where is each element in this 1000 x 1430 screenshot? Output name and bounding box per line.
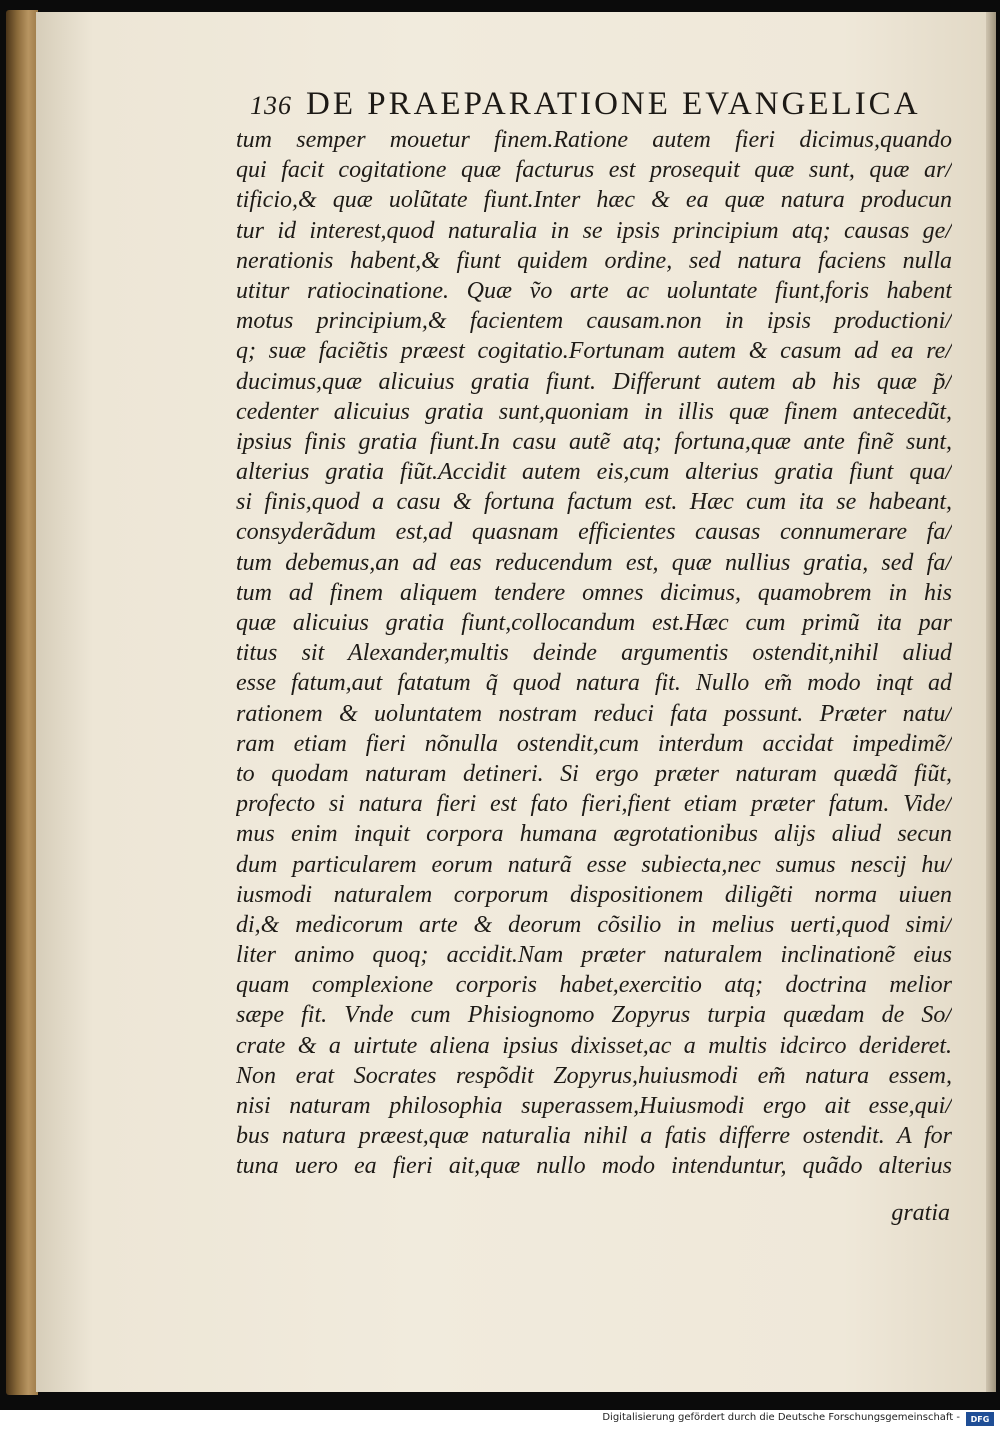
funding-credit: Digitalisierung gefördert durch die Deutsche Forschungsgemeinschaft -	[602, 1412, 960, 1423]
text-line: quæ alicuius gratia fiunt,collocandum est.Hæc cum primũ ita par	[236, 610, 952, 636]
text-line: profecto si natura fieri est fato fieri,fient etiam præter fatum. Vide/	[236, 791, 952, 818]
page-header	[250, 86, 960, 122]
text-line: mus enim inquit corpora humana ægrotationibus alijs aliud secun	[236, 821, 952, 848]
text-line: di,& medicorum arte & deorum cõsilio in melius uerti,quod simi/	[236, 911, 952, 938]
dfg-logo-icon: DFG	[966, 1412, 994, 1426]
text-line: utitur ratiocinatione. Quæ ṽo arte ac uoluntate fiunt,foris habent	[236, 277, 952, 304]
text-line: sæpe fit. Vnde cum Phisiognomo Zopyrus turpia quædam de So/	[236, 1002, 952, 1029]
text-line: ipsius finis gratia fiunt.In casu autẽ atq; fortuna,quæ ante finẽ sunt,	[236, 428, 952, 455]
text-line: tuna uero ea fieri ait,quæ nullo modo intenduntur, quãdo alterius	[236, 1153, 952, 1180]
text-line: nisi naturam philosophia superassem,Huiusmodi ergo ait esse,qui/	[236, 1093, 952, 1119]
footer-bar	[0, 1410, 1000, 1430]
text-line: tum debemus,an ad eas reducendum est, quæ nullius gratia, sed fa/	[236, 549, 952, 576]
text-line: alterius gratia fiũt.Accidit autem eis,cum alterius gratia fiunt qua/	[236, 459, 952, 486]
text-line: Non erat Socrates respõdit Zopyrus,huiusmodi em̃ natura essem,	[236, 1062, 952, 1089]
text-line: tum semper mouetur finem.Ratione autem fieri dicimus,quando	[236, 127, 952, 153]
text-line: nerationis habent,& fiunt quidem ordine, sed natura faciens nulla	[236, 247, 952, 274]
text-line: tum ad finem aliquem tendere omnes dicimus, quamobrem in his	[236, 579, 952, 606]
text-line: quam complexione corporis habet,exercitio atq; doctrina melior	[236, 972, 952, 999]
text-line: dum particularem eorum naturã esse subiecta,nec sumus nescij hu/	[236, 851, 952, 878]
text-line: q; suæ faciẽtis præest cogitatio.Fortunam autem & casum ad ea re/	[236, 338, 952, 365]
text-line: to quodam naturam detineri. Si ergo præter naturam quædã fiũt,	[236, 760, 952, 787]
text-line: crate & a uirtute aliena ipsius dixisset,ac a multis idcirco derideret.	[236, 1032, 952, 1059]
text-line: si finis,quod a casu & fortuna factum est. Hæc cum ita se habeant,	[236, 489, 952, 516]
text-block	[236, 125, 952, 1182]
text-line: esse fatum,aut fatatum q̃ quod natura fit. Nullo em̃ modo inqt ad	[236, 670, 952, 697]
text-line: ducimus,quæ alicuius gratia fiunt. Differunt autem ab his quæ p̃/	[236, 368, 952, 395]
text-line: tificio,& quæ uolũtate fiunt.Inter hæc & ea quæ natura producun	[236, 187, 952, 214]
running-title: DE PRAEPARATIONE EVANGELICA	[306, 86, 921, 122]
text-line: rationem & uoluntatem nostram reduci fata possunt. Præter natu/	[236, 700, 952, 727]
page-gutter	[986, 12, 996, 1392]
text-line: tur id interest,quod naturalia in se ipsis principium atq; causas ge/	[236, 217, 952, 244]
text-line: qui facit cogitatione quæ facturus est prosequit quæ sunt, quæ ar/	[236, 157, 952, 184]
text-line: iusmodi naturalem corporum dispositionem diligẽti norma uiuen	[236, 881, 952, 908]
text-line: motus principium,& facientem causam.non in ipsis productioni/	[236, 308, 952, 335]
text-line: cedenter alicuius gratia sunt,quoniam in illis quæ finem antecedũt,	[236, 398, 952, 425]
text-line: titus sit Alexander,multis deinde argumentis ostendit,nihil aliud	[236, 640, 952, 667]
catchword: gratia	[891, 1200, 950, 1226]
text-line: bus natura præest,quæ naturalia nihil a fatis differre ostendit. A for	[236, 1123, 952, 1150]
text-line: liter animo quoq; accidit.Nam præter naturalem inclinationẽ eius	[236, 942, 952, 969]
text-line: ram etiam fieri nõnulla ostendit,cum interdum accidat impedimẽ/	[236, 730, 952, 757]
text-line: consyderãdum est,ad quasnam efficientes causas connumerare fa/	[236, 519, 952, 546]
page-number: 136	[250, 91, 292, 120]
book-fore-edge	[6, 10, 38, 1395]
